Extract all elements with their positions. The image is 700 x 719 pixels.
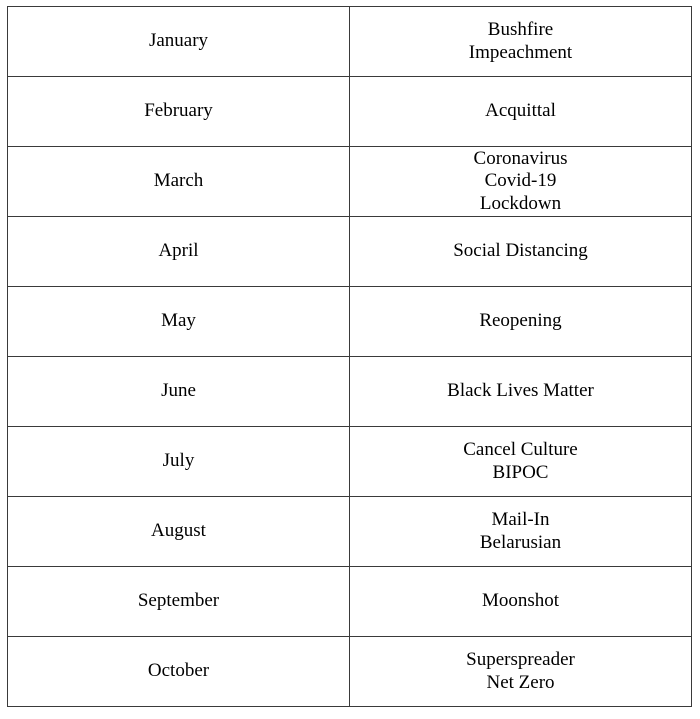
word-entry: Coronavirus	[473, 147, 568, 169]
word-entry: Bushfire	[487, 19, 554, 40]
words-cell	[350, 287, 692, 357]
month-cell: April	[8, 217, 350, 287]
month-cell: September	[8, 567, 350, 637]
words-cell	[350, 497, 692, 567]
word-entry: Moonshot	[481, 590, 560, 612]
words-cell	[350, 147, 692, 217]
table-row	[8, 147, 692, 217]
table-row	[8, 637, 692, 707]
words-cell	[350, 77, 692, 147]
table-row	[8, 357, 692, 427]
words-cell	[350, 637, 692, 707]
month-cell: January	[8, 7, 350, 77]
word-entry: Cancel Culture	[463, 439, 578, 460]
word-entry: Superspreader	[466, 649, 575, 670]
month-cell: August	[8, 497, 350, 567]
words-of-the-year-table	[7, 6, 692, 707]
word-entry: Acquittal	[485, 100, 556, 122]
month-cell: March	[8, 147, 350, 217]
words-cell	[350, 427, 692, 497]
table-row	[8, 427, 692, 497]
word-entry: Reopening	[479, 310, 562, 332]
month-cell: June	[8, 357, 350, 427]
month-cell: May	[8, 287, 350, 357]
word-entry: Belarusian	[479, 531, 562, 553]
word-entry: Lockdown	[479, 192, 562, 214]
words-cell	[350, 7, 692, 77]
month-cell: February	[8, 77, 350, 147]
word-entry: Impeachment	[468, 41, 573, 63]
table-row	[8, 77, 692, 147]
table-row	[8, 497, 692, 567]
table-row	[8, 217, 692, 287]
word-entry: Black Lives Matter	[447, 380, 594, 402]
word-entry: Net Zero	[486, 671, 555, 693]
table-row	[8, 567, 692, 637]
table-row	[8, 287, 692, 357]
month-cell: July	[8, 427, 350, 497]
month-cell: October	[8, 637, 350, 707]
table-row	[8, 7, 692, 77]
words-cell	[350, 217, 692, 287]
word-entry: Mail-In	[491, 509, 550, 530]
word-entry: Covid-19	[484, 170, 557, 192]
word-entry: BIPOC	[492, 461, 549, 483]
word-entry: Social Distancing	[453, 240, 588, 262]
words-cell	[350, 567, 692, 637]
words-cell	[350, 357, 692, 427]
